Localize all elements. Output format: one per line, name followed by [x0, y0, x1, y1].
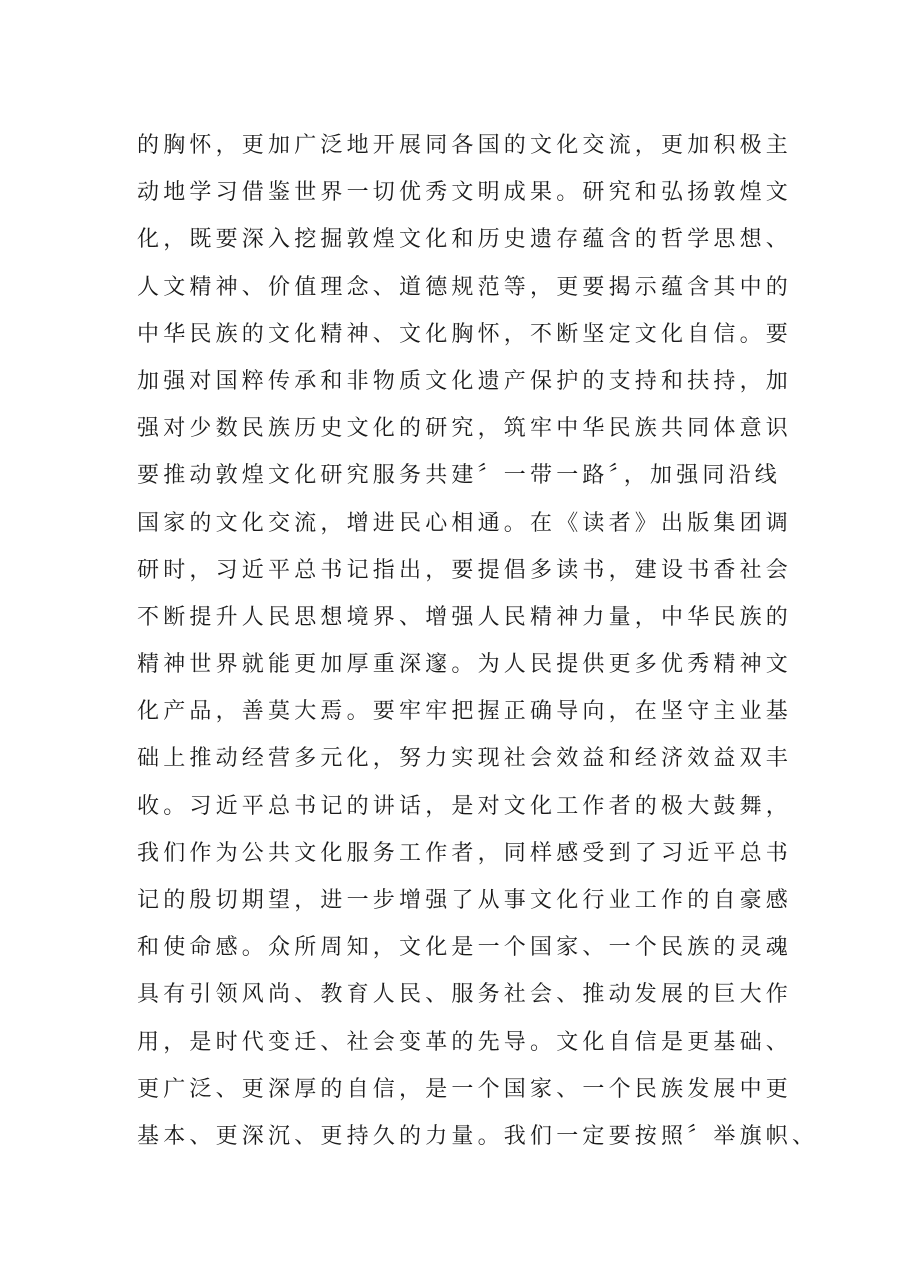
text-line: 基本、更深沉、更持久的力量。我们一定要按照〞举旗帜、	[137, 1123, 819, 1149]
text-line: 要推动敦煌文化研究服务共建〞一带一路〞，加强同沿线	[137, 463, 782, 489]
text-line: 强对少数民族历史文化的研究，筑牢中华民族共同体意识	[137, 416, 793, 442]
text-line: 化，既要深入挖掘敦煌文化和历史遗存蕴含的哲学思想、	[137, 227, 793, 253]
text-line: 我们作为公共文化服务工作者，同样感受到了习近平总书	[137, 840, 793, 866]
text-line: 国家的文化交流，增进民心相通。在《读者》出版集团调	[137, 510, 793, 536]
text-line: 动地学习借鉴世界一切优秀文明成果。研究和弘扬敦煌文	[137, 180, 793, 206]
text-line: 和使命感。众所周知，文化是一个国家、一个民族的灵魂	[137, 935, 793, 961]
text-line: 不断提升人民思想境界、增强人民精神力量，中华民族的	[137, 604, 793, 630]
text-line: 用，是时代变迁、社会变革的先导。文化自信是更基础、	[137, 1029, 793, 1055]
text-line: 收。习近平总书记的讲话，是对文化工作者的极大鼓舞，	[137, 793, 793, 819]
text-line: 加强对国粹传承和非物质文化遗产保护的支持和扶持，加	[137, 368, 793, 394]
text-line: 具有引领风尚、教育人民、服务社会、推动发展的巨大作	[137, 982, 793, 1008]
text-line: 记的殷切期望，进一步增强了从事文化行业工作的自豪感	[137, 888, 793, 913]
text-line: 人文精神、价值理念、道德规范等，更要揭示蕴含其中的	[137, 274, 793, 300]
text-line: 础上推动经营多元化，努力实现社会效益和经济效益双丰	[137, 746, 793, 772]
body-text	[137, 122, 827, 1160]
text-line: 研时，习近平总书记指出，要提倡多读书，建设书香社会	[137, 557, 793, 583]
text-line: 的胸怀，更加广泛地开展同各国的文化交流，更加积极主	[137, 133, 793, 158]
text-line: 中华民族的文化精神、文化胸怀，不断坚定文化自信。要	[137, 321, 793, 347]
text-line: 化产品，善莫大焉。要牢牢把握正确导向，在坚守主业基	[137, 699, 793, 725]
text-line: 更广泛、更深厚的自信，是一个国家、一个民族发展中更	[137, 1076, 793, 1102]
text-line: 精神世界就能更加厚重深邃。为人民提供更多优秀精神文	[137, 652, 793, 678]
